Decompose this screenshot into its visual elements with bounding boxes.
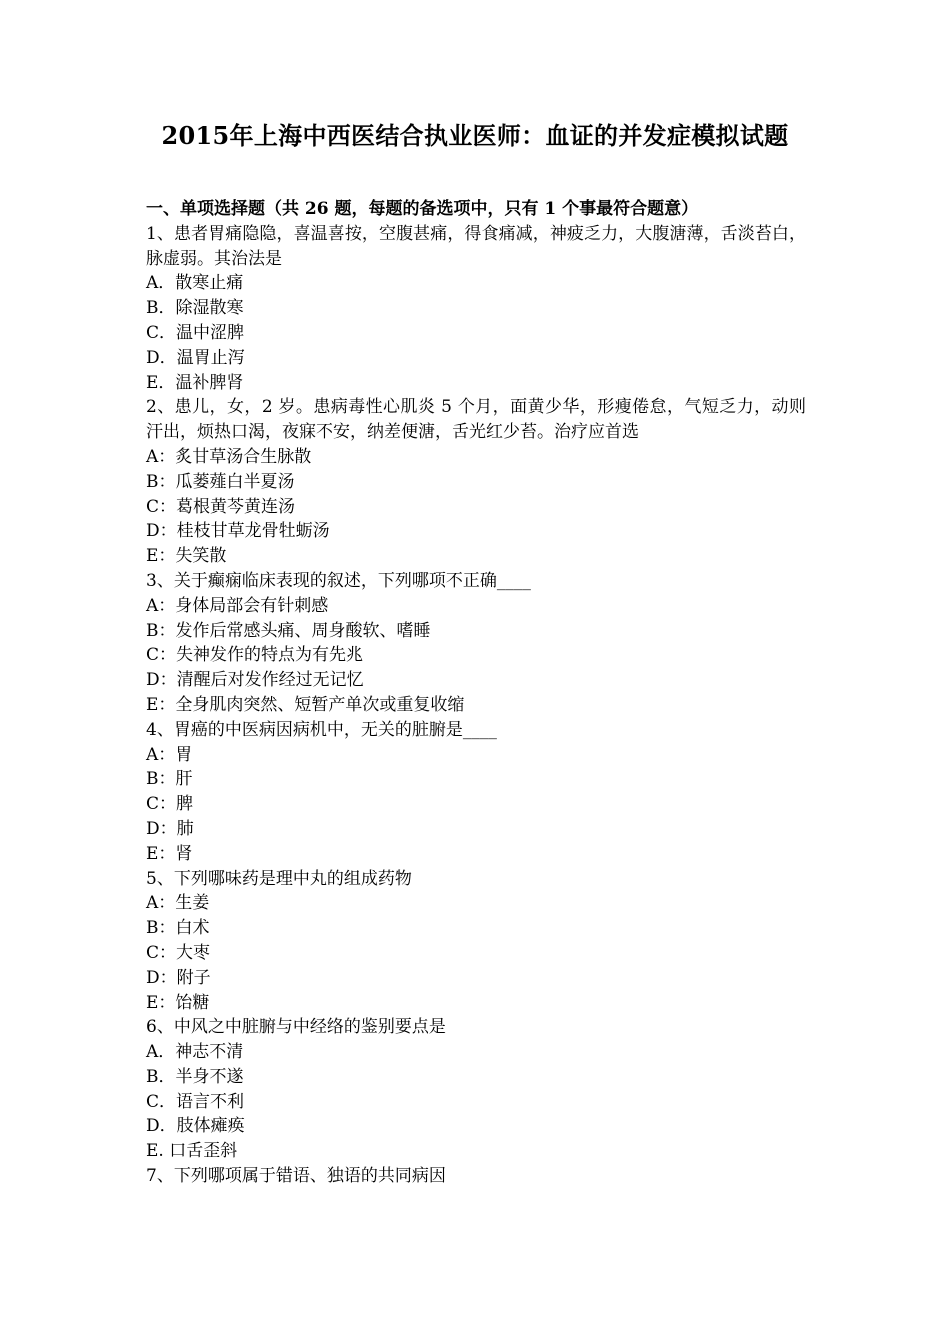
question-list xyxy=(146,197,806,1189)
option-d: D．温胃止泻 xyxy=(146,347,245,368)
option-b: B：发作后常感头痛、周身酸软、嗜睡 xyxy=(146,620,431,641)
option-a: A．散寒止痛 xyxy=(146,273,244,294)
question-7 xyxy=(146,1164,806,1189)
option-e: E：失笑散 xyxy=(146,546,227,567)
section-heading: 一、单项选择题（共 26 题，每题的备选项中，只有 1 个事最符合题意） xyxy=(146,199,699,219)
question-stem: 3、关于癫痫临床表现的叙述，下列哪项不正确____ xyxy=(146,570,531,591)
option-d: D：清醒后对发作经过无记忆 xyxy=(146,670,364,691)
question-stem: 4、胃癌的中医病因病机中，无关的脏腑是____ xyxy=(146,719,497,740)
option-a: A．神志不清 xyxy=(146,1042,244,1063)
option-e: E：全身肌肉突然、短暂产单次或重复收缩 xyxy=(146,694,465,715)
question-5 xyxy=(146,867,806,1016)
question-stem: 7、下列哪项属于错语、独语的共同病因 xyxy=(146,1166,446,1187)
question-6 xyxy=(146,1015,806,1164)
option-a: A：炙甘草汤合生脉散 xyxy=(146,446,312,467)
option-b: B：白术 xyxy=(146,918,210,939)
question-4 xyxy=(146,718,806,867)
option-c: C：脾 xyxy=(146,794,194,815)
question-2 xyxy=(146,395,806,569)
option-d: D．肢体瘫痪 xyxy=(146,1116,245,1137)
option-c: C：失神发作的特点为有先兆 xyxy=(146,645,364,666)
option-b: B．除湿散寒 xyxy=(146,298,244,319)
option-c: C．语言不利 xyxy=(146,1091,245,1112)
question-stem: 5、下列哪味药是理中丸的组成药物 xyxy=(146,868,412,889)
question-stem: 2、患儿，女，2 岁。患病毒性心肌炎 5 个月，面黄少华，形瘦倦怠，气短乏力，动则汗出，烦热口渴，夜寐不安，纳差便溏，舌光红少苔。治疗应首选 xyxy=(146,397,806,443)
question-stem: 1、患者胃痛隐隐，喜温喜按，空腹甚痛，得食痛减，神疲乏力，大腹溏薄，舌淡苔白，脉虚弱。其治法是 xyxy=(146,223,806,269)
option-e: E：饴糖 xyxy=(146,992,210,1013)
option-e: E．温补脾肾 xyxy=(146,372,244,393)
question-3 xyxy=(146,569,806,718)
option-c: C：葛根黄芩黄连汤 xyxy=(146,496,296,517)
option-b: B：瓜蒌薤白半夏汤 xyxy=(146,471,295,492)
question-1 xyxy=(146,222,806,396)
option-a: A：胃 xyxy=(146,744,193,765)
option-c: C：大枣 xyxy=(146,942,211,963)
option-e: E：肾 xyxy=(146,843,193,864)
page-title: 2015年上海中西医结合执业医师：血证的并发症模拟试题 xyxy=(161,121,789,150)
option-d: D：桂枝甘草龙骨牡蛎汤 xyxy=(146,521,330,542)
option-e: E. 口舌歪斜 xyxy=(146,1141,238,1162)
option-b: B．半身不遂 xyxy=(146,1066,244,1087)
question-stem: 6、中风之中脏腑与中经络的鉴别要点是 xyxy=(146,1017,446,1038)
option-c: C．温中涩脾 xyxy=(146,322,245,343)
option-d: D：附子 xyxy=(146,967,211,988)
option-d: D：肺 xyxy=(146,818,194,839)
option-a: A：身体局部会有针刺感 xyxy=(146,595,329,616)
option-a: A：生姜 xyxy=(146,893,210,914)
option-b: B：肝 xyxy=(146,769,193,790)
